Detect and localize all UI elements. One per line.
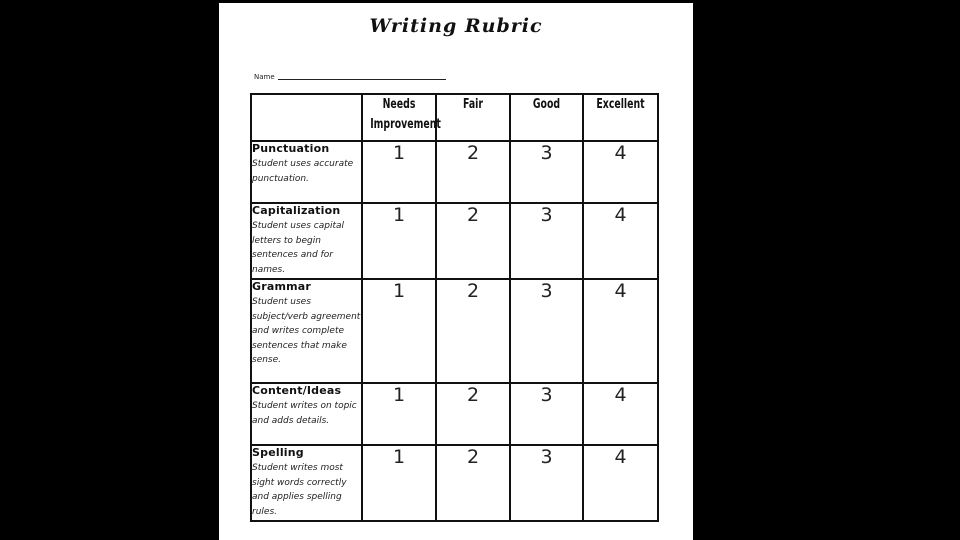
score-cell: 2 [436, 141, 510, 203]
header-row [251, 94, 658, 141]
score-cell: 1 [362, 279, 436, 383]
level-header-excellent: Excellent [591, 94, 651, 141]
criterion-cell [251, 383, 362, 445]
name-label: Name [254, 73, 275, 81]
score-cell: 3 [510, 383, 583, 445]
score-cell: 1 [362, 383, 436, 445]
level-header-good: Good [517, 94, 575, 141]
level-header-needs-improvement: Needs Improvement [369, 94, 428, 141]
criterion-description: Student writes most sight words correctly and applies spelling rules. [252, 463, 347, 517]
score-cell: 1 [362, 141, 436, 203]
score-cell: 4 [583, 141, 658, 203]
score-cell: 2 [436, 445, 510, 521]
criterion-cell [251, 279, 362, 383]
table-row [251, 383, 658, 445]
score-cell: 2 [436, 383, 510, 445]
score-cell: 3 [510, 141, 583, 203]
criterion-cell [251, 445, 362, 521]
page-title: Writing Rubric [369, 15, 543, 37]
table-row [251, 279, 658, 383]
criterion-name: Punctuation [252, 142, 330, 155]
score-cell: 1 [362, 445, 436, 521]
score-cell: 4 [583, 279, 658, 383]
header-corner-cell [251, 94, 362, 141]
table-row [251, 445, 658, 521]
criterion-name: Grammar [252, 280, 312, 293]
score-cell: 2 [436, 203, 510, 279]
level-header-fair: Fair [443, 94, 502, 141]
criterion-name: Spelling [252, 446, 304, 459]
name-field [254, 69, 446, 81]
criterion-description: Student uses accurate punctuation. [252, 159, 354, 184]
table-row [251, 141, 658, 203]
score-cell: 4 [583, 383, 658, 445]
criterion-description: Student writes on topic and adds details. [252, 401, 357, 426]
score-cell: 1 [362, 203, 436, 279]
criterion-name: Content/Ideas [252, 384, 342, 397]
score-cell: 2 [436, 279, 510, 383]
criterion-description: Student uses capital letters to begin sentences and for names. [252, 221, 344, 275]
score-cell: 4 [583, 445, 658, 521]
score-cell: 3 [510, 445, 583, 521]
rubric-table [250, 93, 659, 522]
score-cell: 4 [583, 203, 658, 279]
score-cell: 3 [510, 203, 583, 279]
score-cell: 3 [510, 279, 583, 383]
rubric-page [219, 3, 693, 540]
criterion-cell [251, 141, 362, 203]
criterion-description: Student uses subject/verb agreement and writes complete sentences that make sense. [252, 297, 361, 365]
criterion-name: Capitalization [252, 204, 341, 217]
table-row [251, 203, 658, 279]
criterion-cell [251, 203, 362, 279]
name-blank-line [278, 79, 446, 80]
